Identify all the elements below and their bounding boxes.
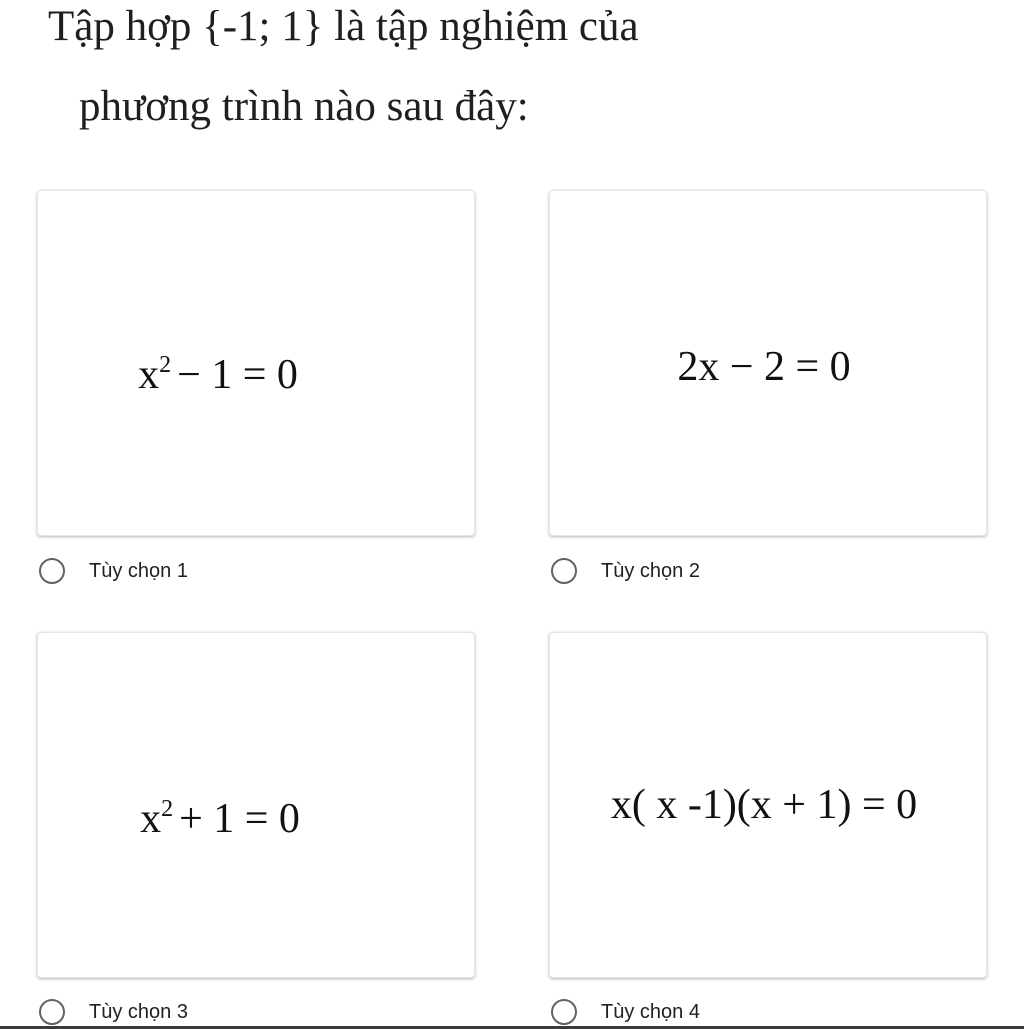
option-3-radio-row[interactable] [39, 997, 188, 1027]
option-2-label: Tùy chọn 2 [601, 559, 700, 582]
question-line-2: phương trình nào sau đây: [79, 83, 529, 130]
option-4-equation: x( x -1)(x + 1) = 0 [610, 782, 918, 828]
option-3-label: Tùy chọn 3 [89, 1000, 188, 1023]
option-1-equation: $x^2 - 1 = 0$ [138, 352, 298, 398]
option-2-radio-row[interactable] [551, 556, 700, 586]
option-2-radio-button[interactable] [551, 558, 577, 584]
question-line-1: Tập hợp {-1; 1} là tập nghiệm của [48, 3, 639, 50]
option-4-image-card[interactable] [549, 632, 987, 978]
option-3-image-card[interactable] [37, 632, 475, 978]
option-1-label: Tùy chọn 1 [89, 559, 188, 582]
option-3-equation: $x^2 + 1 = 0$ [140, 796, 300, 842]
option-1-image-card[interactable] [37, 190, 475, 536]
option-4-radio-row[interactable] [551, 997, 700, 1027]
option-4-label: Tùy chọn 4 [601, 1000, 700, 1023]
option-4-radio-button[interactable] [551, 999, 577, 1025]
option-1-radio-button[interactable] [39, 558, 65, 584]
option-1-radio-row[interactable] [39, 556, 188, 586]
option-2-equation: 2x − 2 = 0 [677, 344, 851, 390]
option-2-image-card[interactable] [549, 190, 987, 536]
option-3-radio-button[interactable] [39, 999, 65, 1025]
